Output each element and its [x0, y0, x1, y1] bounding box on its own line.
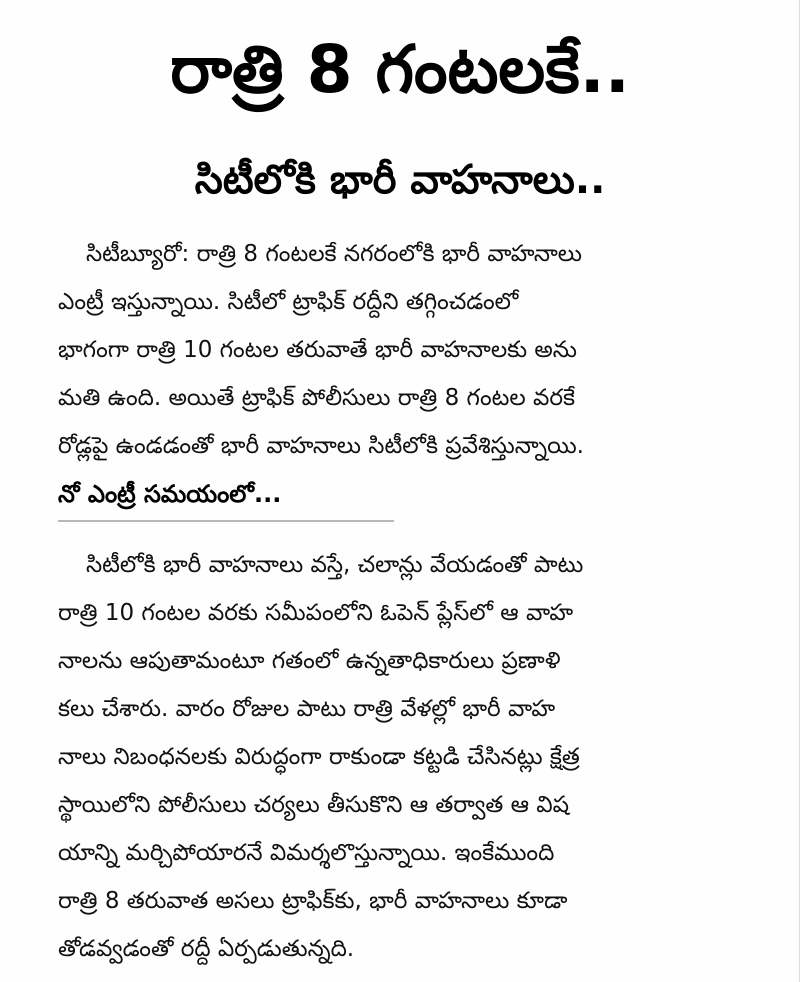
text-line: రాత్రి 10 గంటల వరకు సమీపంలోని ఓపెన్ ప్లేస్‌లో ఆ వాహ	[58, 600, 574, 626]
text-line: సిటీబ్యూరో: రాత్రి 8 గంటలకే నగరంలోకి భారీ వాహనాలు	[86, 241, 582, 267]
text-line: నాలను ఆపుతామంటూ గతంలో ఉన్నతాధికారులు ప్రణాళి	[58, 648, 561, 674]
section-heading: నో ఎంట్రీ సమయంలో...	[58, 480, 282, 508]
text-line: నాలు నిబంధనలకు విరుద్ధంగా రాకుండా కట్టడి చేసినట్లు క్షేత్ర	[58, 744, 580, 770]
text-line: స్థాయిలోని పోలీసులు చర్యలు తీసుకొని ఆ తర్వాత ఆ విష	[58, 792, 570, 818]
text-line: సిటీలోకి భారీ వాహనాలు వస్తే, చలాన్లు వేయడంతో పాటు	[86, 552, 584, 578]
paragraph-1	[58, 230, 758, 470]
text-line: భాగంగా రాత్రి 10 గంటల తరువాతే భారీ వాహనాలకు అను	[58, 337, 577, 363]
text-line: యాన్ని మర్చిపోయారనే విమర్శలొస్తున్నాయి. ఇంకేముంది	[58, 840, 555, 866]
section-divider	[58, 520, 394, 522]
text-line: రోడ్లపై ఉండడంతో భారీ వాహనాలు సిటీలోకి ప్రవేశిస్తున్నాయి.	[58, 433, 584, 459]
text-line: కలు చేశారు. వారం రోజుల పాటు రాత్రి వేళల్లో భారీ వాహ	[58, 696, 556, 722]
text-line: తోడవ్వడంతో రద్దీ ఏర్పడుతున్నది.	[58, 936, 355, 962]
paragraph-2	[58, 541, 758, 973]
subheadline: సిటీలోకి భారీ వాహనాలు..	[194, 157, 606, 203]
headline: రాత్రి 8 గంటలకే..	[170, 31, 630, 108]
text-line: ఎంట్రీ ఇస్తున్నాయి. సిటీలో ట్రాఫిక్ రద్దీని తగ్గించడంలో	[58, 289, 519, 315]
text-line: మతి ఉంది. అయితే ట్రాఫిక్ పోలీసులు రాత్రి 8 గంటల వరకే	[58, 385, 575, 411]
text-line: రాత్రి 8 తరువాత అసలు ట్రాఫిక్‌కు, భారీ వాహనాలు కూడా	[58, 888, 568, 914]
